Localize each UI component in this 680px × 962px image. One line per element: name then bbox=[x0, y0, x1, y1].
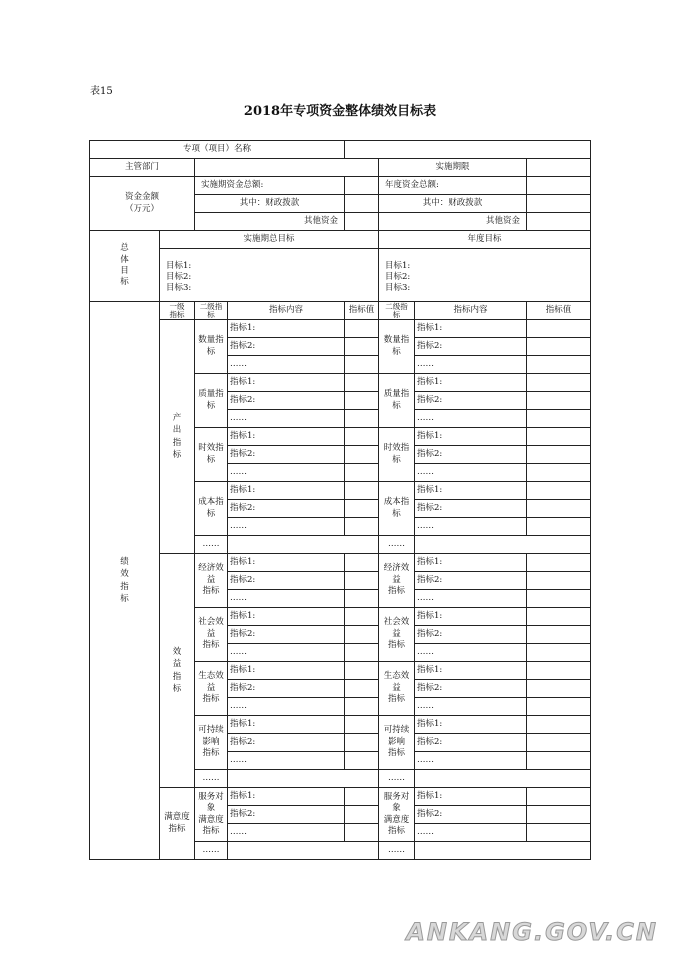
sustainable-indicator-more-value[interactable] bbox=[345, 752, 379, 770]
service-indicator-2[interactable]: 指标2: bbox=[228, 806, 345, 824]
ecological-category: 生态效 益 指标 bbox=[195, 662, 228, 716]
sustainable-indicator-1-right-value[interactable] bbox=[527, 716, 591, 734]
service-indicator-1-right-value[interactable] bbox=[527, 788, 591, 806]
fund-amount-label: 资金金额 （万元） bbox=[90, 177, 195, 231]
other-right-label: 其他资金 bbox=[379, 213, 527, 231]
sustainable-indicator-more[interactable]: …… bbox=[228, 752, 345, 770]
other-left-label: 其他资金 bbox=[195, 213, 345, 231]
sustainable-category-right: 可持续 影响 指标 bbox=[379, 716, 415, 770]
ecological-indicator-more-value[interactable] bbox=[345, 698, 379, 716]
social-indicator-2-value[interactable] bbox=[345, 626, 379, 644]
quality-indicator-2-right-value[interactable] bbox=[527, 392, 591, 410]
ecological-category-right: 生态效 益 指标 bbox=[379, 662, 415, 716]
cost-category: 成本指 标 bbox=[195, 482, 228, 536]
level2-header-right: 二级指 标 bbox=[379, 302, 415, 320]
output-more-right-fill[interactable] bbox=[415, 536, 591, 554]
benefit-indicator-label: 效 益 指 标 bbox=[160, 554, 195, 788]
quantity-indicator-1-value[interactable] bbox=[345, 320, 379, 338]
cost-indicator-more-value[interactable] bbox=[345, 518, 379, 536]
period-value[interactable] bbox=[527, 159, 591, 177]
ecological-indicator-more[interactable]: …… bbox=[228, 698, 345, 716]
project-name-value[interactable] bbox=[345, 141, 591, 159]
economic-indicator-more-right[interactable]: …… bbox=[415, 590, 527, 608]
period-label: 实施期限 bbox=[379, 159, 527, 177]
quality-indicator-more-right-value[interactable] bbox=[527, 410, 591, 428]
annual-total-value[interactable] bbox=[527, 177, 591, 195]
fiscal-left-label: 其中：财政拨款 bbox=[195, 195, 345, 213]
service-indicator-2-value[interactable] bbox=[345, 806, 379, 824]
cost-indicator-more-right[interactable]: …… bbox=[415, 518, 527, 536]
ecological-indicator-1-value[interactable] bbox=[345, 662, 379, 680]
quantity-indicator-more-right-value[interactable] bbox=[527, 356, 591, 374]
watermark-logo: ANKANG.GOV.CN bbox=[406, 918, 658, 946]
quality-indicator-1[interactable]: 指标1: bbox=[228, 374, 345, 392]
sustainable-indicator-more-right[interactable]: …… bbox=[415, 752, 527, 770]
cost-indicator-2-right-value[interactable] bbox=[527, 500, 591, 518]
service-indicator-more[interactable]: …… bbox=[228, 824, 345, 842]
sustainable-indicator-2-right[interactable]: 指标2: bbox=[415, 734, 527, 752]
quantity-indicator-1[interactable]: 指标1: bbox=[228, 320, 345, 338]
fiscal-right-label: 其中：财政拨款 bbox=[379, 195, 527, 213]
project-name-label: 专项（项目）名称 bbox=[90, 141, 345, 159]
service-indicator-more-right[interactable]: …… bbox=[415, 824, 527, 842]
value-header: 指标值 bbox=[345, 302, 379, 320]
table-number-label: 表15 bbox=[90, 86, 113, 97]
quantity-indicator-more[interactable]: …… bbox=[228, 356, 345, 374]
service-category: 服务对 象 满意度 指标 bbox=[195, 788, 228, 842]
service-indicator-more-right-value[interactable] bbox=[527, 824, 591, 842]
cost-indicator-2-right[interactable]: 指标2: bbox=[415, 500, 527, 518]
level1-header: 一级 指标 bbox=[160, 302, 195, 320]
social-indicator-more-right-value[interactable] bbox=[527, 644, 591, 662]
timeliness-indicator-1-value[interactable] bbox=[345, 428, 379, 446]
satisfaction-indicator-label: 满意度 指标 bbox=[160, 788, 195, 860]
quality-category-right: 质量指 标 bbox=[379, 374, 415, 428]
quantity-indicator-more-right[interactable]: …… bbox=[415, 356, 527, 374]
social-indicator-more-right[interactable]: …… bbox=[415, 644, 527, 662]
cost-indicator-2-value[interactable] bbox=[345, 500, 379, 518]
timeliness-indicator-2-right[interactable]: 指标2: bbox=[415, 446, 527, 464]
service-indicator-1[interactable]: 指标1: bbox=[228, 788, 345, 806]
social-category: 社会效 益 指标 bbox=[195, 608, 228, 662]
economic-indicator-1-right[interactable]: 指标1: bbox=[415, 554, 527, 572]
ecological-indicator-2-right-value[interactable] bbox=[527, 680, 591, 698]
quality-indicator-1-right-value[interactable] bbox=[527, 374, 591, 392]
social-indicator-more[interactable]: …… bbox=[228, 644, 345, 662]
annual-total-label: 年度资金总额: bbox=[379, 177, 527, 195]
ecological-indicator-1-right-value[interactable] bbox=[527, 662, 591, 680]
timeliness-indicator-2-right-value[interactable] bbox=[527, 446, 591, 464]
ecological-indicator-1[interactable]: 指标1: bbox=[228, 662, 345, 680]
output-more-right[interactable]: …… bbox=[379, 536, 415, 554]
economic-indicator-1[interactable]: 指标1: bbox=[228, 554, 345, 572]
level2-header: 二级指 标 bbox=[195, 302, 228, 320]
quantity-indicator-2-right[interactable]: 指标2: bbox=[415, 338, 527, 356]
service-indicator-1-value[interactable] bbox=[345, 788, 379, 806]
cost-indicator-2[interactable]: 指标2: bbox=[228, 500, 345, 518]
cost-indicator-more[interactable]: …… bbox=[228, 518, 345, 536]
value-header-right: 指标值 bbox=[527, 302, 591, 320]
satisfaction-more-right[interactable]: …… bbox=[379, 842, 415, 860]
timeliness-indicator-1[interactable]: 指标1: bbox=[228, 428, 345, 446]
social-indicator-2[interactable]: 指标2: bbox=[228, 626, 345, 644]
sustainable-indicator-1[interactable]: 指标1: bbox=[228, 716, 345, 734]
cost-indicator-1-right[interactable]: 指标1: bbox=[415, 482, 527, 500]
output-more-left[interactable]: …… bbox=[195, 536, 228, 554]
economic-indicator-1-right-value[interactable] bbox=[527, 554, 591, 572]
cost-category-right: 成本指 标 bbox=[379, 482, 415, 536]
ecological-indicator-2-value[interactable] bbox=[345, 680, 379, 698]
cost-indicator-1-right-value[interactable] bbox=[527, 482, 591, 500]
social-indicator-1-value[interactable] bbox=[345, 608, 379, 626]
other-right-value[interactable] bbox=[527, 213, 591, 231]
cost-indicator-more-right-value[interactable] bbox=[527, 518, 591, 536]
sustainable-indicator-more-right-value[interactable] bbox=[527, 752, 591, 770]
quality-indicator-2-right[interactable]: 指标2: bbox=[415, 392, 527, 410]
cost-indicator-1-value[interactable] bbox=[345, 482, 379, 500]
economic-indicator-2-right-value[interactable] bbox=[527, 572, 591, 590]
benefit-more-right-fill[interactable] bbox=[415, 770, 591, 788]
social-indicator-2-right[interactable]: 指标2: bbox=[415, 626, 527, 644]
satisfaction-more-left[interactable]: …… bbox=[195, 842, 228, 860]
timeliness-indicator-more-value[interactable] bbox=[345, 464, 379, 482]
cost-indicator-1[interactable]: 指标1: bbox=[228, 482, 345, 500]
sustainable-indicator-2[interactable]: 指标2: bbox=[228, 734, 345, 752]
output-indicator-label: 产 出 指 标 bbox=[160, 320, 195, 554]
other-left-value[interactable] bbox=[345, 213, 379, 231]
dept-value[interactable] bbox=[195, 159, 379, 177]
performance-goal-table bbox=[89, 140, 591, 860]
timeliness-indicator-1-right-value[interactable] bbox=[527, 428, 591, 446]
social-indicator-1-right-value[interactable] bbox=[527, 608, 591, 626]
content-header-right: 指标内容 bbox=[415, 302, 527, 320]
service-indicator-1-right[interactable]: 指标1: bbox=[415, 788, 527, 806]
economic-indicator-2-right[interactable]: 指标2: bbox=[415, 572, 527, 590]
economic-indicator-more-value[interactable] bbox=[345, 590, 379, 608]
satisfaction-more-right-fill[interactable] bbox=[415, 842, 591, 860]
economic-indicator-1-value[interactable] bbox=[345, 554, 379, 572]
timeliness-indicator-2[interactable]: 指标2: bbox=[228, 446, 345, 464]
satisfaction-more-left-fill[interactable] bbox=[228, 842, 379, 860]
quantity-indicator-2-value[interactable] bbox=[345, 338, 379, 356]
timeliness-category: 时效指 标 bbox=[195, 428, 228, 482]
quality-indicator-1-value[interactable] bbox=[345, 374, 379, 392]
quantity-category: 数量指 标 bbox=[195, 320, 228, 374]
ecological-indicator-1-right[interactable]: 指标1: bbox=[415, 662, 527, 680]
quality-indicator-more-value[interactable] bbox=[345, 410, 379, 428]
ecological-indicator-2[interactable]: 指标2: bbox=[228, 680, 345, 698]
ecological-indicator-more-right[interactable]: …… bbox=[415, 698, 527, 716]
quality-indicator-more-right[interactable]: …… bbox=[415, 410, 527, 428]
social-category-right: 社会效 益 指标 bbox=[379, 608, 415, 662]
benefit-more-left-fill[interactable] bbox=[228, 770, 379, 788]
social-indicator-1[interactable]: 指标1: bbox=[228, 608, 345, 626]
period-total-label: 实施期资金总额: bbox=[195, 177, 345, 195]
period-goal-items[interactable]: 目标1: 目标2: 目标3: bbox=[160, 249, 379, 302]
sustainable-indicator-2-value[interactable] bbox=[345, 734, 379, 752]
timeliness-indicator-2-value[interactable] bbox=[345, 446, 379, 464]
economic-category-right: 经济效 益 指标 bbox=[379, 554, 415, 608]
period-goal-header: 实施期总目标 bbox=[160, 231, 379, 249]
timeliness-indicator-1-right[interactable]: 指标1: bbox=[415, 428, 527, 446]
quality-category: 质量指 标 bbox=[195, 374, 228, 428]
page-title: 2018年专项资金整体绩效目标表 bbox=[243, 104, 437, 119]
service-indicator-more-value[interactable] bbox=[345, 824, 379, 842]
sustainable-indicator-2-right-value[interactable] bbox=[527, 734, 591, 752]
social-indicator-1-right[interactable]: 指标1: bbox=[415, 608, 527, 626]
annual-goal-items[interactable]: 目标1: 目标2: 目标3: bbox=[379, 249, 591, 302]
sustainable-indicator-1-right[interactable]: 指标1: bbox=[415, 716, 527, 734]
quality-indicator-more[interactable]: …… bbox=[228, 410, 345, 428]
quantity-indicator-1-right[interactable]: 指标1: bbox=[415, 320, 527, 338]
ecological-indicator-2-right[interactable]: 指标2: bbox=[415, 680, 527, 698]
service-indicator-2-right[interactable]: 指标2: bbox=[415, 806, 527, 824]
ecological-indicator-more-right-value[interactable] bbox=[527, 698, 591, 716]
sustainable-indicator-1-value[interactable] bbox=[345, 716, 379, 734]
dept-label: 主管部门 bbox=[90, 159, 195, 177]
quantity-indicator-1-right-value[interactable] bbox=[527, 320, 591, 338]
quality-indicator-1-right[interactable]: 指标1: bbox=[415, 374, 527, 392]
economic-indicator-more-right-value[interactable] bbox=[527, 590, 591, 608]
quantity-indicator-2[interactable]: 指标2: bbox=[228, 338, 345, 356]
fiscal-right-value[interactable] bbox=[527, 195, 591, 213]
sustainable-category: 可持续 影响 指标 bbox=[195, 716, 228, 770]
quantity-category-right: 数量指 标 bbox=[379, 320, 415, 374]
economic-category: 经济效 益 指标 bbox=[195, 554, 228, 608]
content-header: 指标内容 bbox=[228, 302, 345, 320]
benefit-more-right[interactable]: …… bbox=[379, 770, 415, 788]
service-indicator-2-right-value[interactable] bbox=[527, 806, 591, 824]
economic-indicator-more[interactable]: …… bbox=[228, 590, 345, 608]
annual-goal-header: 年度目标 bbox=[379, 231, 591, 249]
quantity-indicator-2-right-value[interactable] bbox=[527, 338, 591, 356]
overall-goal-label: 总 体 目 标 bbox=[90, 231, 160, 302]
timeliness-indicator-more-right[interactable]: …… bbox=[415, 464, 527, 482]
economic-indicator-2[interactable]: 指标2: bbox=[228, 572, 345, 590]
quality-indicator-2[interactable]: 指标2: bbox=[228, 392, 345, 410]
timeliness-indicator-more[interactable]: …… bbox=[228, 464, 345, 482]
service-category-right: 服务对 象 满意度 指标 bbox=[379, 788, 415, 842]
output-more-left-fill[interactable] bbox=[228, 536, 379, 554]
quality-indicator-2-value[interactable] bbox=[345, 392, 379, 410]
social-indicator-2-right-value[interactable] bbox=[527, 626, 591, 644]
benefit-more-left[interactable]: …… bbox=[195, 770, 228, 788]
economic-indicator-2-value[interactable] bbox=[345, 572, 379, 590]
social-indicator-more-value[interactable] bbox=[345, 644, 379, 662]
quantity-indicator-more-value[interactable] bbox=[345, 356, 379, 374]
fiscal-left-value[interactable] bbox=[345, 195, 379, 213]
timeliness-category-right: 时效指 标 bbox=[379, 428, 415, 482]
timeliness-indicator-more-right-value[interactable] bbox=[527, 464, 591, 482]
performance-indicator-label: 绩 效 指 标 bbox=[90, 302, 160, 860]
period-total-value[interactable] bbox=[345, 177, 379, 195]
